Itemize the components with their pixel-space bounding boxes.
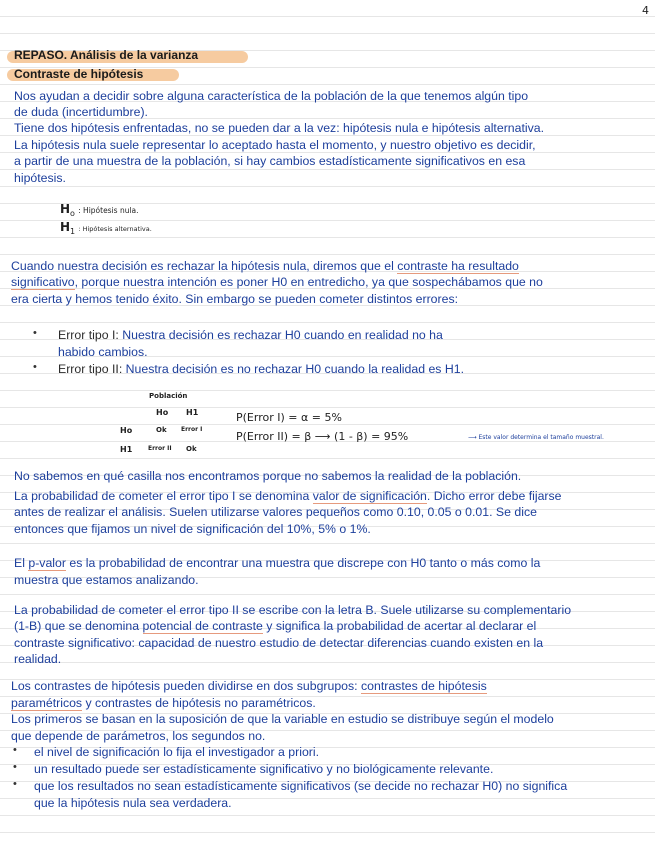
error-type-2-text: Nuestra decisión es no rechazar H0 cuando la realidad es H1.	[125, 362, 465, 376]
pvalue-b: es la probabilidad de encontrar una muestra que discrepe con H0 tanto o más como la	[65, 556, 541, 570]
intro-line-2: de duda (incertidumbre).	[14, 105, 148, 119]
error-type-2	[58, 361, 464, 377]
significance-underline: valor de significación	[312, 489, 427, 503]
pvalue-line-2: muestra que estamos analizando.	[14, 573, 199, 587]
bullet-dot: •	[33, 327, 37, 339]
types-line-2-text: y contrastes de hipótesis no paramétricos.	[82, 696, 316, 710]
table-row-h1-label: H1	[120, 445, 133, 454]
error-type-2-label: Error tipo II:	[58, 362, 126, 376]
section-subtitle: Contraste de hipótesis	[14, 67, 144, 81]
error-type-1-cont: habido cambios.	[58, 345, 148, 359]
bullet-dot: •	[33, 361, 37, 373]
table-header: Población	[149, 392, 188, 400]
power-line-2	[14, 618, 536, 634]
types-line-4: que depende de parámetros, los segundos no.	[11, 729, 266, 743]
significance-line-4: entonces que fijamos un nivel de significación del 10%, 5% o 1%.	[14, 522, 371, 536]
intro-line-6: hipótesis.	[14, 171, 66, 185]
decision-underline-1: contraste ha resultado	[397, 259, 519, 273]
decision-line-2-text: , porque nuestra intención es poner H0 en entredicho, ya que sospechábamos que no	[74, 275, 543, 289]
bullet-item-1: el nivel de significación lo fija el investigador a priori.	[34, 745, 320, 759]
h1-subscript: 1	[70, 227, 76, 236]
decision-line-1-text: Cuando nuestra decisión es rechazar la hipótesis nula, diremos que el	[11, 259, 398, 273]
error-type-1-label: Error tipo I:	[58, 328, 123, 342]
bullet-item-3: que los resultados no sean estadísticamente significativos (se decide no rechazar H0) no significa	[34, 779, 568, 793]
h1-symbol: H	[60, 220, 71, 234]
intro-line-3: Tiene dos hipótesis enfrentadas, no se pueden dar a la vez: hipótesis nula e hipótesis alternativa.	[14, 121, 545, 135]
significance-line-2-b: . Dicho error debe fijarse	[426, 489, 562, 503]
arrow-icon: ⟶	[314, 430, 331, 443]
power-line-4: realidad.	[14, 652, 62, 666]
significance-line-3: antes de realizar el análisis. Suelen utilizarse valores pequeños como 0.10, 0.05 o 0.01. Se dice	[14, 505, 537, 519]
sample-size-note: ⟶ Este valor determina el tamaño muestral.	[468, 434, 604, 441]
decision-line-3: era cierta y hemos tenido éxito. Sin embargo se pueden cometer distintos errores:	[11, 292, 459, 306]
bullet-item-3-cont: que la hipótesis nula sea verdadera.	[34, 796, 232, 810]
intro-line-1: Nos ayudan a decidir sobre alguna característica de la población de la que tenemos algún tipo	[14, 89, 529, 103]
page-number: 4	[642, 4, 649, 17]
formula-error-1	[236, 411, 342, 424]
table-col-h1: H1	[186, 408, 199, 417]
significance-line-2	[14, 488, 562, 504]
h1-definition	[60, 220, 152, 236]
intro-line-5: a partir de una muestra de la población, si hay cambios estadísticamente significativos en esa	[14, 154, 526, 168]
power-line-3: contraste significativo: capacidad de nuestro estudio de detectar diferencias cuando existen en la	[14, 636, 544, 650]
significance-line-2-a: La probabilidad de cometer el error tipo I se denomina	[14, 489, 313, 503]
h0-symbol: H	[60, 202, 71, 216]
formula-power-text: (1 - β) = 95%	[334, 430, 409, 443]
bullet-dot: •	[13, 744, 17, 756]
table-cell-error-2: Error II	[148, 445, 172, 452]
power-underline: potencial de contraste	[142, 619, 263, 633]
types-line-2	[11, 695, 316, 711]
types-line-3: Los primeros se basan en la suposición de que la variable en estudio se distribuye según el modelo	[11, 712, 554, 726]
h0-subscript: o	[70, 209, 75, 218]
bullet-dot: •	[13, 761, 17, 773]
decision-line-2	[11, 274, 543, 290]
bullet-item-2: un resultado puede ser estadísticamente significativo y no biológicamente relevante.	[34, 762, 494, 776]
error-type-1-text: Nuestra decisión es rechazar H0 cuando en realidad no ha	[122, 328, 443, 342]
formula-error-1-text: P(Error I) = α = 5%	[236, 411, 342, 424]
bullet-dot: •	[13, 778, 17, 790]
page-title: REPASO. Análisis de la varianza	[14, 48, 199, 62]
power-line-1: La probabilidad de cometer el error tipo II se escribe con la letra B. Suele utilizarse su complementario	[14, 603, 572, 617]
table-row-h0-label: Ho	[120, 426, 133, 435]
decision-line-1	[11, 258, 519, 274]
pvalue-a: El	[14, 556, 29, 570]
pvalue-underline: p-valor	[28, 556, 66, 570]
h0-definition	[60, 202, 139, 218]
table-col-h0: Ho	[156, 408, 169, 417]
table-cell-ok-2: Ok	[186, 445, 197, 453]
intro-line-4: La hipótesis nula suele representar lo aceptado hasta el momento, y nuestro objetivo es decidir,	[14, 138, 536, 152]
power-line-2-a: (1-B) que se denomina	[14, 619, 143, 633]
types-line-1	[11, 678, 487, 694]
pvalue-line-1	[14, 555, 540, 571]
decision-underline-2: significativo	[11, 275, 75, 289]
formula-error-2	[236, 430, 408, 443]
types-line-1-text: Los contrastes de hipótesis pueden dividirse en dos subgrupos:	[11, 679, 361, 693]
formula-error-2-text: P(Error II) = β	[236, 430, 312, 443]
table-cell-ok-1: Ok	[156, 426, 167, 434]
significance-line-1: No sabemos en qué casilla nos encontramos porque no sabemos la realidad de la población.	[14, 469, 522, 483]
h0-text: : Hipótesis nula.	[78, 206, 139, 215]
table-cell-error-1: Error I	[181, 426, 203, 433]
power-line-2-b: y significa la probabilidad de acertar al declarar el	[262, 619, 537, 633]
types-underline-1: contrastes de hipótesis	[361, 679, 487, 693]
types-underline-2: paramétricos	[11, 696, 83, 710]
error-type-1	[58, 327, 443, 343]
h1-text: : Hipótesis alternativa.	[78, 225, 152, 233]
